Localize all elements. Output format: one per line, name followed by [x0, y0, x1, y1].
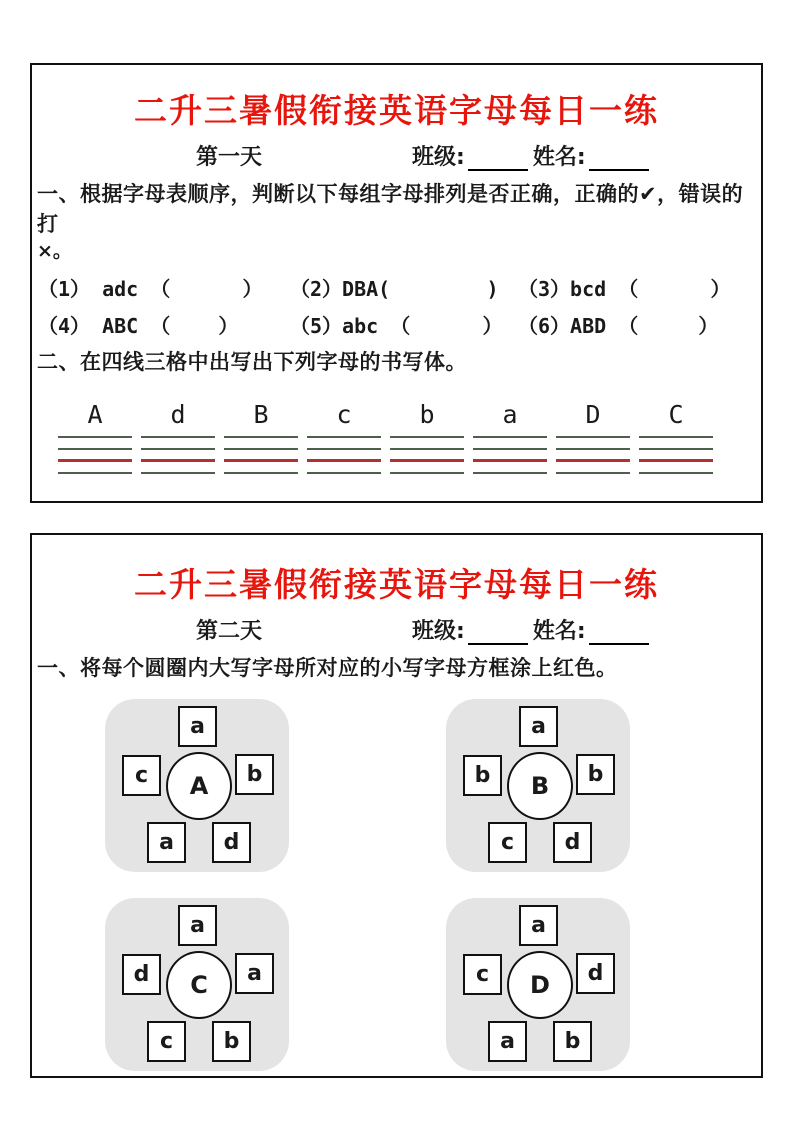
- letter-box[interactable]: a: [235, 953, 274, 994]
- question-1-instructions-wrap: ×。: [37, 240, 72, 262]
- letter-box[interactable]: c: [147, 1021, 186, 1062]
- writing-grid-cell[interactable]: [473, 435, 547, 477]
- letter-box[interactable]: c: [122, 755, 161, 796]
- trace-letter: C: [668, 400, 684, 429]
- grid-line: [390, 436, 464, 438]
- trace-letter: D: [585, 400, 601, 429]
- grid-line: [556, 472, 630, 474]
- class-label: 班级:: [412, 619, 465, 644]
- trace-letter: b: [419, 400, 435, 429]
- writing-grid-cell[interactable]: [224, 435, 298, 477]
- trace-letter: A: [87, 400, 103, 429]
- writing-grid-cell[interactable]: [639, 435, 713, 477]
- grid-line-red: [307, 459, 381, 462]
- letter-box[interactable]: a: [147, 822, 186, 863]
- grid-line: [307, 472, 381, 474]
- letter-box[interactable]: a: [488, 1021, 527, 1062]
- grid-line-red: [473, 459, 547, 462]
- day-label: 第一天: [196, 145, 263, 170]
- writing-grid-cell[interactable]: [390, 435, 464, 477]
- name-label: 姓名:: [532, 145, 586, 170]
- trace-letters-row: [58, 399, 761, 431]
- class-blank-line[interactable]: [468, 621, 528, 645]
- center-circle-letter: C: [166, 951, 232, 1019]
- trace-letter: B: [253, 400, 269, 429]
- header-row: [32, 141, 761, 171]
- worksheet-page-2: [30, 533, 763, 1078]
- question-2-instructions: 二、在四线三格中出写出下列字母的书写体。: [37, 350, 467, 374]
- trace-letter: a: [502, 400, 518, 429]
- grid-line: [473, 436, 547, 438]
- grid-line: [307, 448, 381, 450]
- four-line-writing-grid: [58, 435, 761, 477]
- grid-line: [141, 436, 215, 438]
- center-circle-letter: A: [166, 752, 232, 820]
- answer-item-1[interactable]: （1） adc （ ）: [38, 277, 263, 301]
- letter-box[interactable]: a: [178, 706, 217, 747]
- letter-box[interactable]: a: [519, 706, 558, 747]
- puzzle-row-2: [105, 898, 761, 1071]
- letter-box[interactable]: b: [553, 1021, 592, 1062]
- center-circle-letter: D: [507, 951, 573, 1019]
- writing-grid-cell[interactable]: [307, 435, 381, 477]
- answer-item-4[interactable]: （4） ABC （ ）: [38, 314, 239, 338]
- puzzle-B: [446, 699, 630, 872]
- writing-grid-cell[interactable]: [58, 435, 132, 477]
- letter-box[interactable]: b: [576, 754, 615, 795]
- answer-grid: [38, 271, 761, 345]
- answer-item-6[interactable]: （6）ABD （ ）: [518, 314, 719, 338]
- center-circle-letter: B: [507, 752, 573, 820]
- puzzle-D: [446, 898, 630, 1071]
- name-blank-line[interactable]: [589, 147, 649, 171]
- letter-box[interactable]: d: [212, 822, 251, 863]
- grid-line-red: [556, 459, 630, 462]
- page-title: 二升三暑假衔接英语字母每日一练: [134, 565, 659, 604]
- class-label: 班级:: [412, 145, 465, 170]
- grid-line: [58, 436, 132, 438]
- grid-line: [639, 436, 713, 438]
- writing-grid-cell[interactable]: [141, 435, 215, 477]
- grid-line-red: [224, 459, 298, 462]
- letter-box[interactable]: a: [519, 905, 558, 946]
- answer-item-2[interactable]: （2）DBA( ): [290, 277, 499, 301]
- grid-line: [141, 448, 215, 450]
- worksheet-page-1: [30, 63, 763, 503]
- letter-box[interactable]: a: [178, 905, 217, 946]
- letter-box[interactable]: b: [235, 754, 274, 795]
- grid-line-red: [58, 459, 132, 462]
- grid-line: [58, 472, 132, 474]
- class-blank-line[interactable]: [468, 147, 528, 171]
- grid-line: [141, 472, 215, 474]
- grid-line: [58, 448, 132, 450]
- header-row: [32, 615, 761, 645]
- answer-item-3[interactable]: （3）bcd （ ）: [518, 277, 731, 301]
- puzzle-A: [105, 699, 289, 872]
- grid-line: [224, 436, 298, 438]
- trace-letter: c: [336, 400, 352, 429]
- grid-line-red: [639, 459, 713, 462]
- grid-line: [639, 448, 713, 450]
- letter-box[interactable]: d: [122, 954, 161, 995]
- grid-line: [556, 436, 630, 438]
- grid-line: [556, 448, 630, 450]
- writing-grid-cell[interactable]: [556, 435, 630, 477]
- letter-box[interactable]: b: [212, 1021, 251, 1062]
- grid-line: [473, 472, 547, 474]
- letter-box[interactable]: c: [488, 822, 527, 863]
- letter-box[interactable]: c: [463, 954, 502, 995]
- answer-item-5[interactable]: （5）abc （ ）: [290, 314, 503, 338]
- puzzle-C: [105, 898, 289, 1071]
- name-blank-line[interactable]: [589, 621, 649, 645]
- grid-line-red: [141, 459, 215, 462]
- letter-box[interactable]: b: [463, 755, 502, 796]
- grid-line-red: [390, 459, 464, 462]
- grid-line: [224, 448, 298, 450]
- question-1-instructions: 一、根据字母表顺序，判断以下每组字母排列是否正确，正确的✔，错误的打: [37, 182, 744, 236]
- grid-line: [390, 472, 464, 474]
- letter-box[interactable]: d: [576, 953, 615, 994]
- day-label: 第二天: [196, 619, 263, 644]
- letter-box[interactable]: d: [553, 822, 592, 863]
- grid-line: [473, 448, 547, 450]
- grid-line: [639, 472, 713, 474]
- grid-line: [224, 472, 298, 474]
- question-1-instructions: 一、将每个圆圈内大写字母所对应的小写字母方框涂上红色。: [37, 656, 618, 680]
- trace-letter: d: [170, 400, 186, 429]
- puzzle-row-1: [105, 699, 761, 872]
- name-label: 姓名:: [532, 619, 586, 644]
- page-title: 二升三暑假衔接英语字母每日一练: [134, 91, 659, 130]
- grid-line: [307, 436, 381, 438]
- grid-line: [390, 448, 464, 450]
